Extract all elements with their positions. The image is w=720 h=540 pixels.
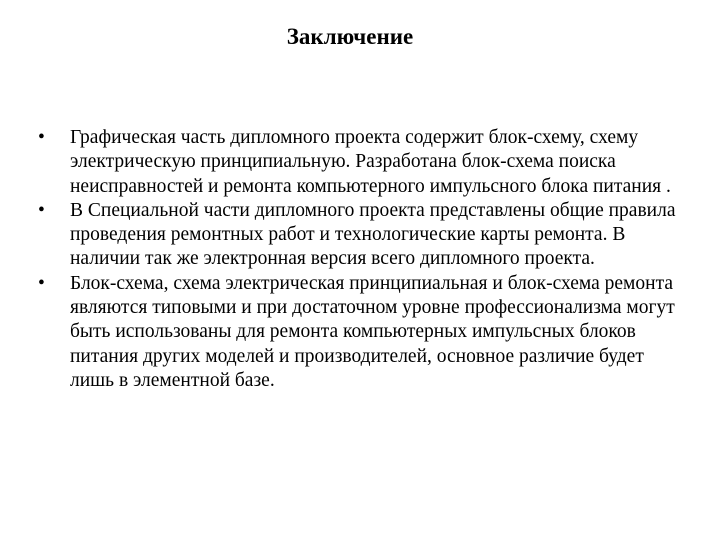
bullet-item-3 [34,272,684,393]
bullet-icon: • [38,127,45,148]
bullet-icon: • [38,199,45,221]
slide-title: Заключение [286,24,414,49]
bullet-item-1 [34,126,684,199]
bullet-list [34,126,684,393]
bullet-text-2: В Специальной части дипломного проекта представлены общие правила проведения ремонтных работ и технологические карты ремонта. В наличии так же электронная версия всего дипломного проекта. [70,199,676,270]
bullet-item-2 [34,199,684,272]
bullet-text-3: Блок-схема, схема электрическая принципиальная и блок-схема ремонта являются типовыми и при достаточном уровне профессионализма могут быть использованы для ремонта компьютерных импульсных блоков питания других моделей и производителей, основное различие будет лишь в элементной базе. [70,272,675,391]
bullet-text-1: Графическая часть дипломного проекта содержит блок-схему, схему электрическую принципиальную. Разработана блок-схема поиска неисправностей и ремонта компьютерного импульсного блока питания . [70,127,671,197]
bullet-icon: • [38,272,45,294]
